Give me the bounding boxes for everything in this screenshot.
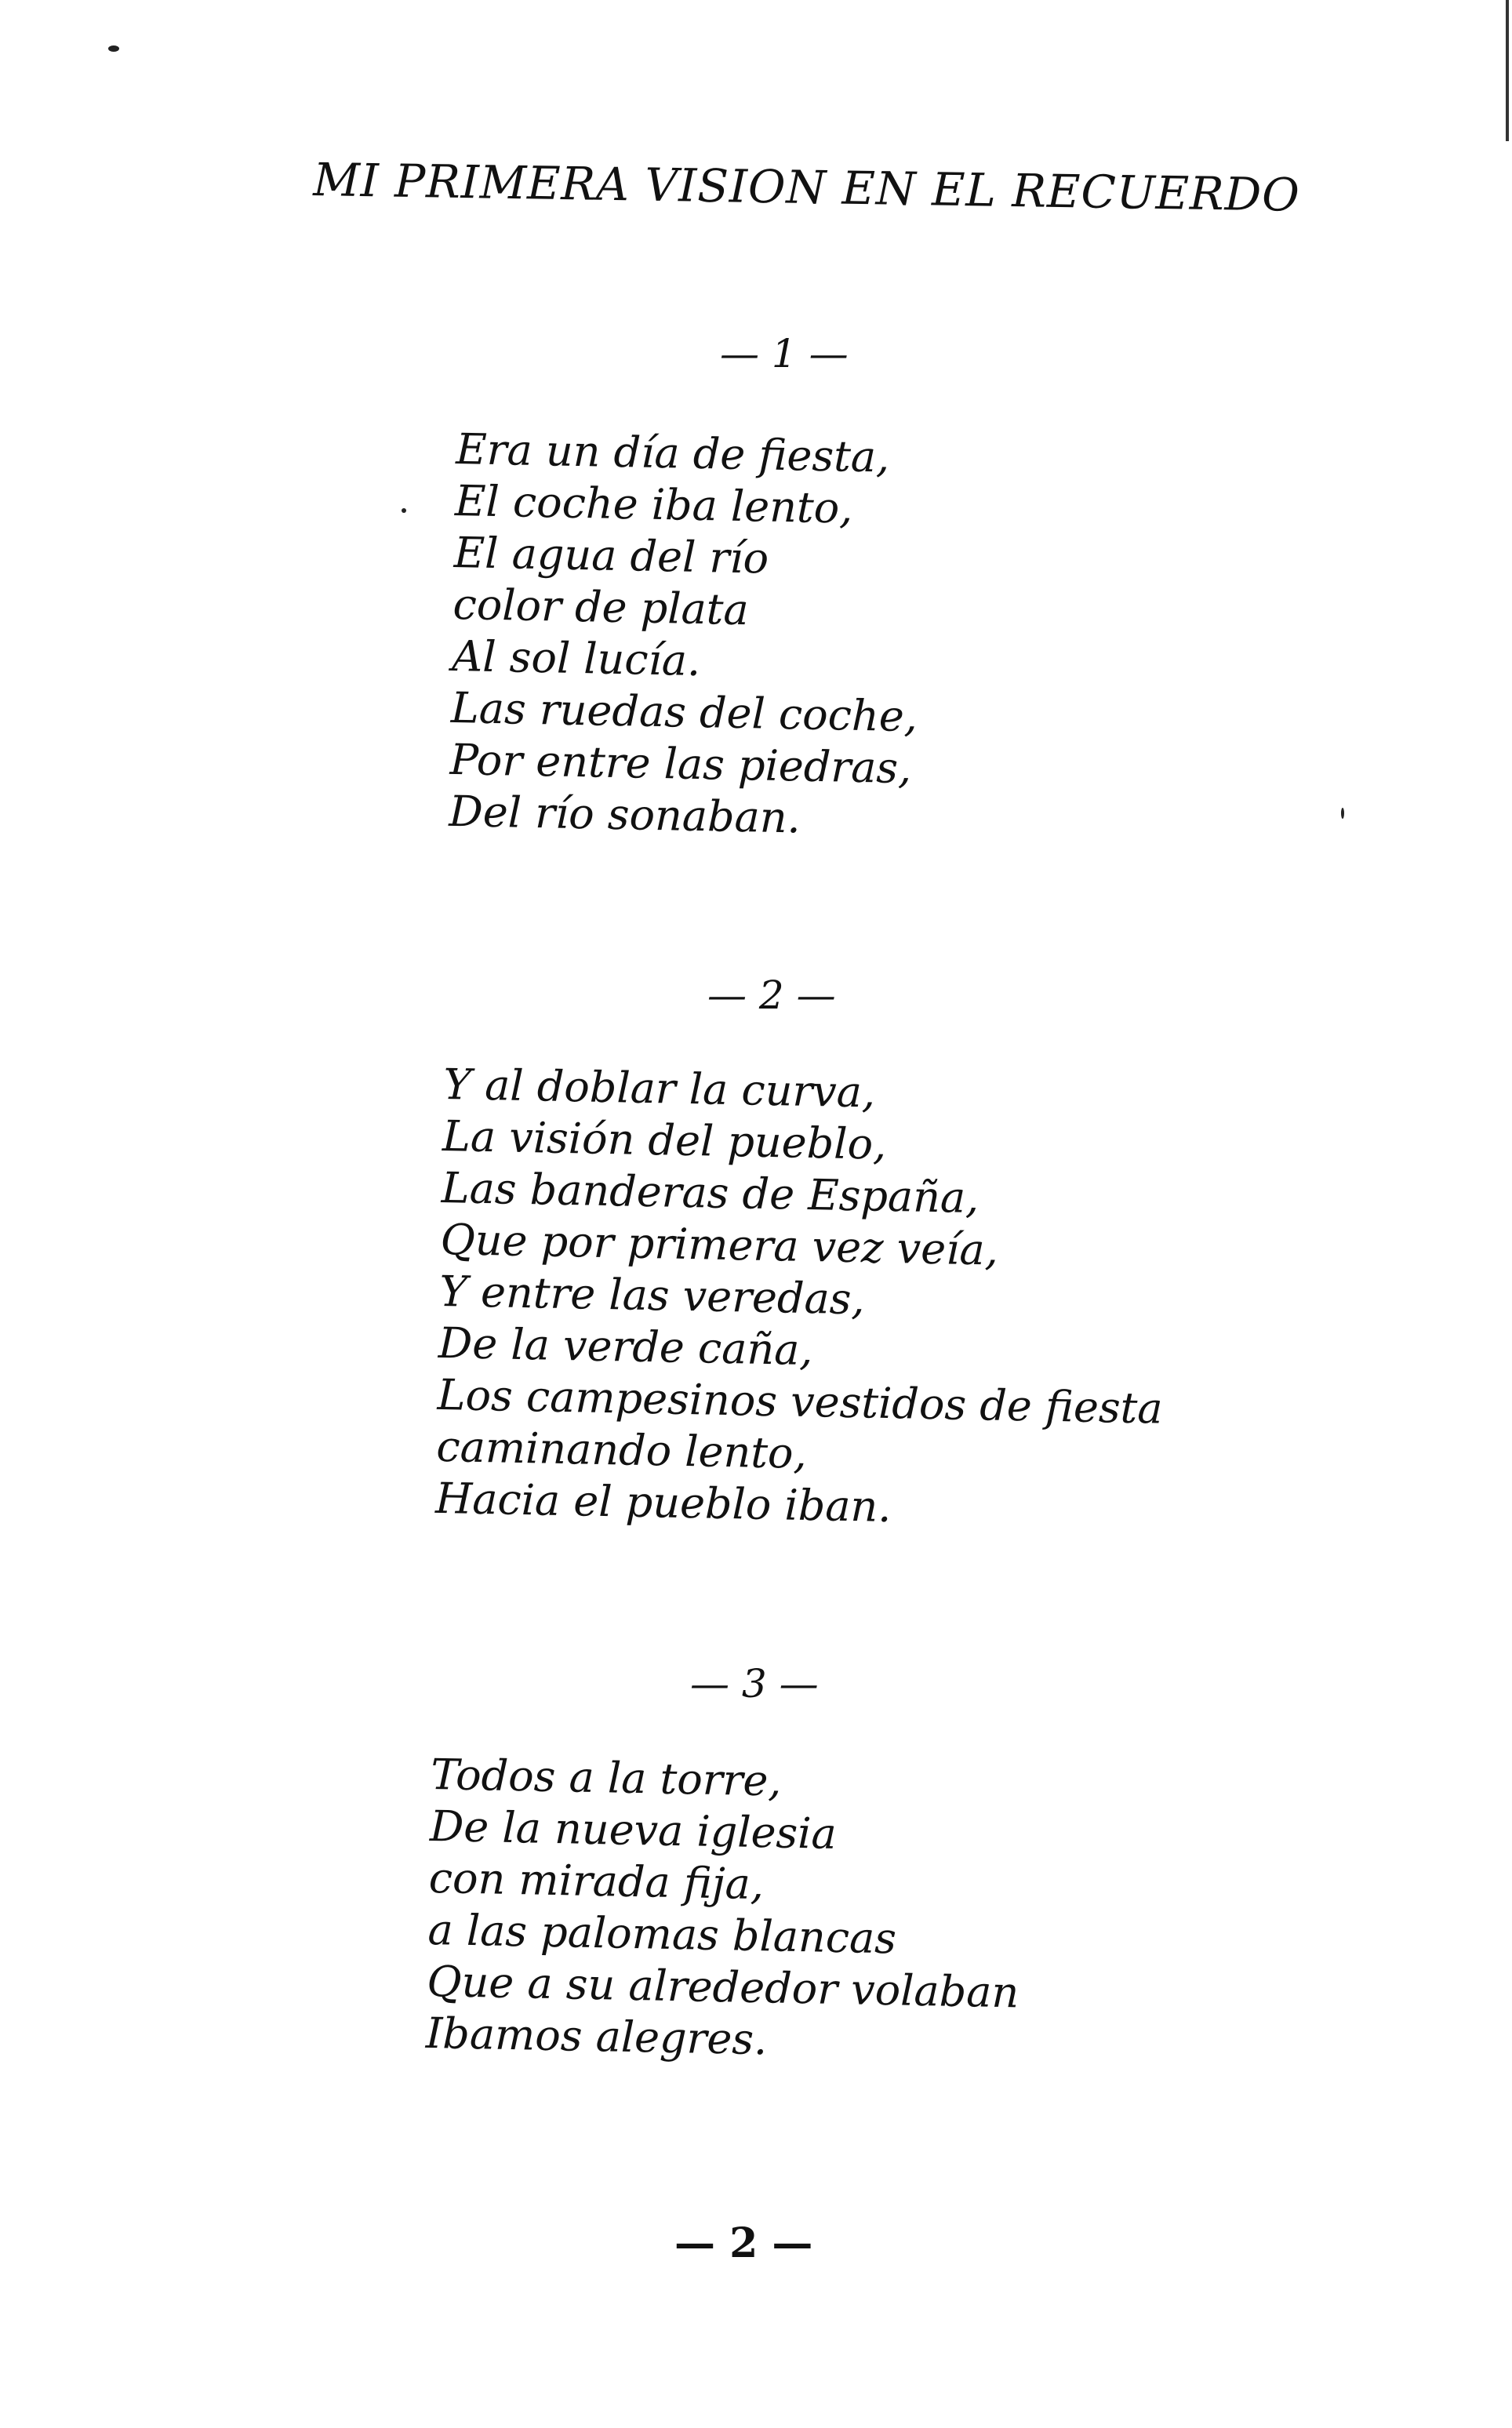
section-number-2: — 2 —: [707, 972, 836, 1018]
stanza-line: De la nueva iglesia: [429, 1801, 838, 1859]
stanza-line: Todos a la torre,: [430, 1749, 783, 1806]
page-number: — 2 —: [674, 2219, 813, 2267]
stanza-line: caminando lento,: [435, 1421, 808, 1478]
stanza-line: Y entre las veredas,: [438, 1266, 866, 1325]
stanza-line: Era un día de fiesta,: [455, 423, 890, 482]
stanza-3: [425, 1749, 1023, 2070]
stanza-line: De la verde caña,: [438, 1318, 814, 1376]
stanza-2: [435, 1059, 1169, 1539]
section-number-1: — 1 —: [720, 331, 849, 376]
stanza-line: con mirada fija,: [428, 1852, 765, 1910]
stanza-line: Ibamos alegres.: [425, 2008, 768, 2065]
stanza-1: [449, 423, 923, 846]
section-number-3: — 3 —: [690, 1661, 819, 1707]
stanza-line: Las ruedas del coche,: [450, 682, 918, 742]
stanza-line: Hacia el pueblo iban.: [434, 1473, 892, 1532]
stanza-line: Y al doblar la curva,: [442, 1059, 876, 1118]
stanza-line: El agua del río: [453, 527, 769, 583]
stanza-line: Los campesinos vestidos de fiesta: [437, 1369, 1164, 1434]
scan-speck: [108, 45, 119, 52]
stanza-line: El coche iba lento,: [454, 475, 853, 533]
poem-title: MI PRIMERA VISION EN EL RECUERDO: [312, 153, 1301, 222]
stanza-line: color de plata: [452, 579, 750, 635]
stanza-line: La visión del pueblo,: [442, 1110, 887, 1169]
scan-speck: [1341, 808, 1344, 819]
stanza-line: a las palomas blancas: [427, 1904, 897, 1964]
scan-edge-mark: [1506, 0, 1509, 141]
stanza-line: Las banderas de España,: [441, 1162, 980, 1223]
stanza-line: Por entre las piedras,: [449, 734, 912, 794]
scan-speck: [402, 508, 406, 513]
stanza-line: Que a su alrededor volaban: [426, 1956, 1020, 2018]
stanza-line: Que por primera vez veía,: [439, 1214, 999, 1275]
stanza-line: Al sol lucía.: [451, 631, 701, 686]
stanza-line: Del río sonaban.: [448, 786, 801, 843]
